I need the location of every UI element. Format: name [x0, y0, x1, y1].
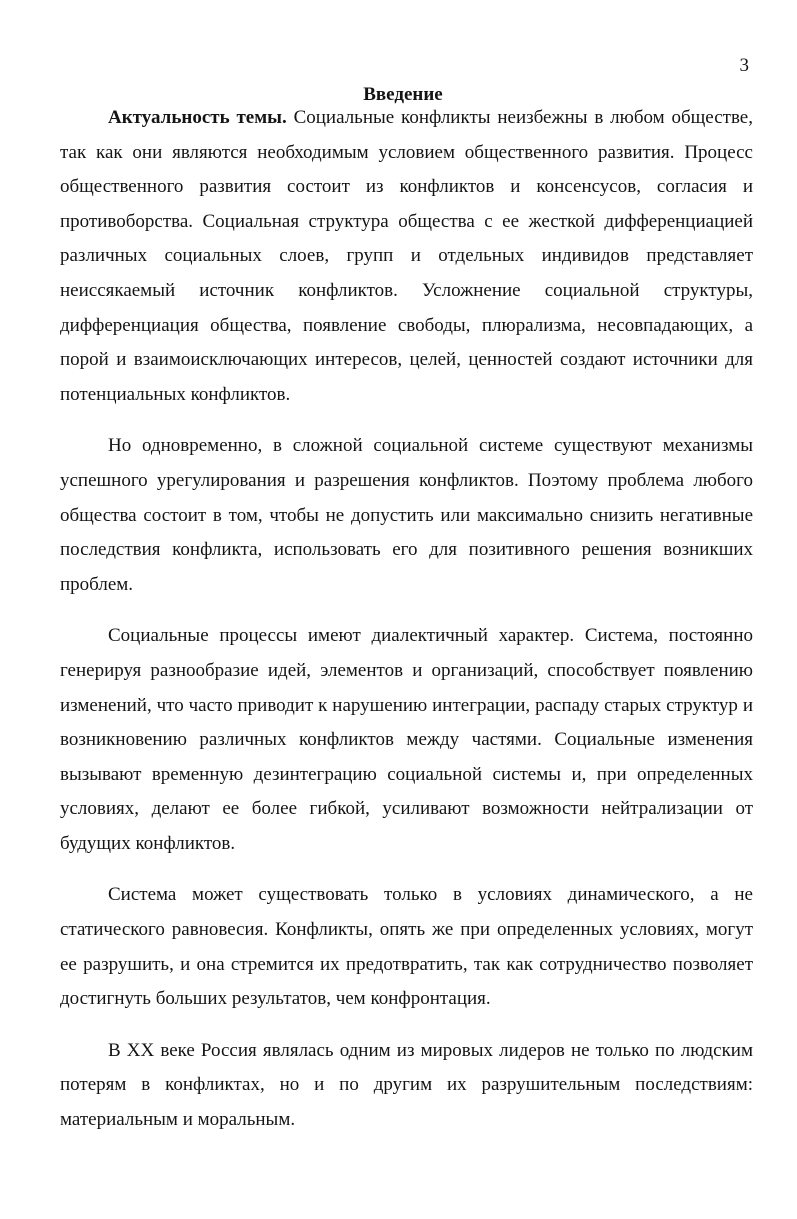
- paragraph-text: Социальные конфликты неизбежны в любом обществе, так как они являются необходимым условием общественного развития. Процесс общественного развития состоит из конфликтов и консенсусов, согласия и противоборства. Социальная структура общества с ее жесткой дифференциацией различных социальных слоев, групп и отдельных индивидов представляет неиссякаемый источник конфликтов. Усложнение социальной структуры, дифференциация общества, появление свободы, плюрализма, несовпадающих, а порой и взаимоисключающих интересов, целей, ценностей создают источники для потенциальных конфликтов.: [60, 107, 753, 405]
- paragraph-lead: Актуальность темы.: [108, 107, 287, 128]
- page-number: 3: [739, 55, 749, 76]
- section-heading: Введение: [363, 84, 443, 105]
- paragraph-mechanisms: Но одновременно, в сложной социальной системе существуют механизмы успешного урегулирования и разрешения конфликтов. Поэтому проблема любого общества состоит в том, чтобы не допустить или максимально снизить негативные последствия конфликта, использовать его для позитивного решения возникших проблем.: [60, 435, 753, 595]
- paragraph-social-processes: Социальные процессы имеют диалектичный характер. Система, постоянно генерируя разнообразие идей, элементов и организаций, способствует появлению изменений, что часто приводит к нарушению интеграции, распаду старых структур и возникновению различных конфликтов между частями. Социальные изменения вызывают временную дезинтеграцию социальной системы и, при определенных условиях, делают ее более гибкой, усиливают возможности нейтрализации от будущих конфликтов.: [60, 625, 753, 854]
- paragraph-system-equilibrium: Система может существовать только в условиях динамического, а не статического равновесия. Конфликты, опять же при определенных условиях, могут ее разрушить, и она стремится их предотвратить, так как сотрудничество позволяет достигнуть больших результатов, чем конфронтация.: [60, 884, 753, 1010]
- document-body: [60, 101, 753, 1138]
- paragraph-relevance: [60, 101, 753, 412]
- paragraph-russia: В XX веке Россия являлась одним из мировых лидеров не только по людским потерям в конфликтах, но и по другим их разрушительным последствиям: материальным и моральным.: [60, 1039, 753, 1131]
